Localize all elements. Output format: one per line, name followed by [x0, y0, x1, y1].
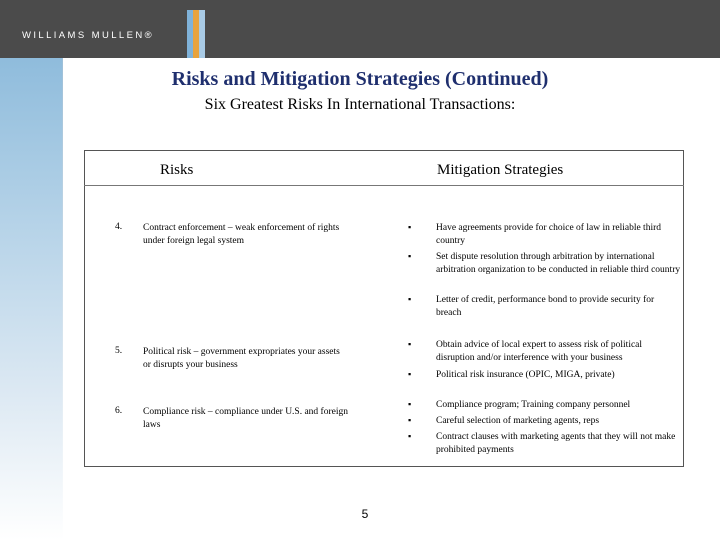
- strategy-item: Obtain advice of local expert to assess risk of political disruption and/or interference with your business: [436, 340, 643, 363]
- risks-column-header: Risks: [160, 162, 194, 178]
- strategy-item: Set dispute resolution through arbitration by international arbitration organization to be conducted in reliable third country: [436, 252, 681, 275]
- strategy-item: Careful selection of marketing agents, reps: [436, 416, 600, 426]
- side-divider-line: [62, 58, 63, 540]
- strategy-item: Political risk insurance (OPIC, MIGA, private): [436, 370, 615, 380]
- page-number: 5: [361, 507, 369, 521]
- accent-bars: [187, 10, 205, 58]
- strategy-item: Contract clauses with marketing agents that they will not make prohibited payments: [436, 432, 676, 455]
- bullet-icon: ▪: [408, 222, 412, 232]
- risk-number: 6.: [115, 406, 123, 416]
- bullet-icon: ▪: [408, 339, 412, 349]
- bullet-icon: ▪: [408, 251, 412, 261]
- risk-number: 4.: [115, 222, 123, 232]
- bullet-icon: ▪: [408, 369, 412, 379]
- risk-description: Political risk – government expropriates your assets or disrupts your business: [143, 347, 340, 370]
- strategy-item: Letter of credit, performance bond to provide security for breach: [436, 295, 655, 318]
- risk-description: Contract enforcement – weak enforcement of rights under foreign legal system: [143, 223, 340, 246]
- bullet-icon: ▪: [408, 431, 412, 441]
- bullet-icon: ▪: [408, 399, 412, 409]
- header-rule: [84, 185, 684, 186]
- strategy-item: Compliance program; Training company personnel: [436, 400, 631, 410]
- slide-title: Risks and Mitigation Strategies (Continued): [171, 68, 549, 90]
- side-gradient-panel: [0, 58, 62, 540]
- bullet-icon: ▪: [408, 415, 412, 425]
- accent-bar-lightblue: [199, 10, 205, 58]
- risk-number: 5.: [115, 346, 123, 356]
- williams-mullen-logo: WILLIAMS MULLEN®: [22, 30, 154, 41]
- strategies-column-header: Mitigation Strategies: [437, 162, 564, 178]
- header-band: [0, 0, 720, 58]
- slide-subtitle: Six Greatest Risks In International Transactions:: [204, 96, 516, 113]
- bullet-icon: ▪: [408, 294, 412, 304]
- strategy-item: Have agreements provide for choice of law in reliable third country: [436, 223, 662, 246]
- risk-description: Compliance risk – compliance under U.S. and foreign laws: [143, 407, 348, 430]
